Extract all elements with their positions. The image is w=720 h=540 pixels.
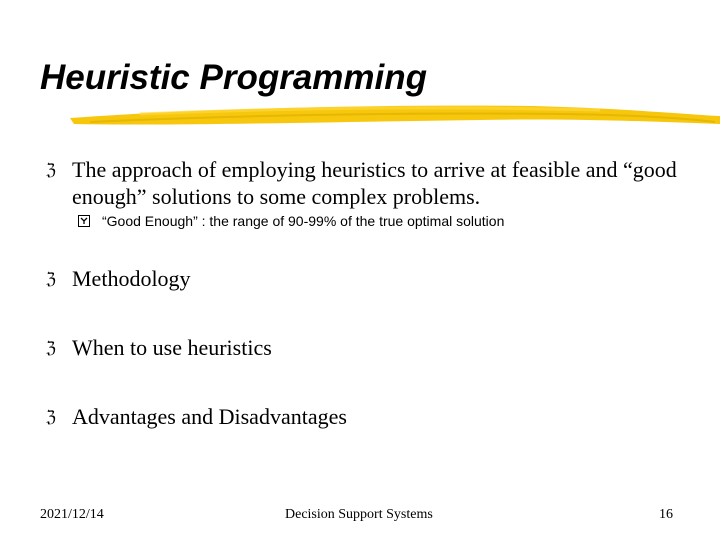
bullet-2 — [46, 265, 692, 292]
checkbox-bullet-icon — [78, 215, 90, 227]
bullet-3-text: When to use heuristics — [72, 335, 272, 360]
z-bullet-icon: ℨ — [46, 407, 56, 426]
bullet-2-text: Methodology — [72, 266, 191, 291]
z-bullet-icon: ℨ — [46, 338, 56, 357]
bullet-4 — [46, 403, 692, 430]
footer-page-number: 16 — [659, 507, 673, 522]
z-bullet-icon: ℨ — [46, 160, 56, 179]
footer-date: 2021/12/14 — [40, 507, 104, 522]
sub-bullet-1-text: “Good Enough” : the range of 90-99% of the true optimal solution — [102, 213, 505, 229]
title-underline-brushstroke — [60, 100, 720, 134]
footer-title: Decision Support Systems — [285, 507, 433, 522]
z-bullet-icon: ℨ — [46, 269, 56, 288]
bullet-1 — [46, 156, 692, 210]
bullet-1-text: The approach of employing heuristics to arrive at feasible and “good enough” solutions to some complex problems. — [72, 157, 677, 209]
bullet-3 — [46, 334, 692, 361]
sub-bullet-1 — [78, 213, 504, 229]
bullet-4-text: Advantages and Disadvantages — [72, 404, 347, 429]
slide-title: Heuristic Programming — [40, 58, 428, 97]
